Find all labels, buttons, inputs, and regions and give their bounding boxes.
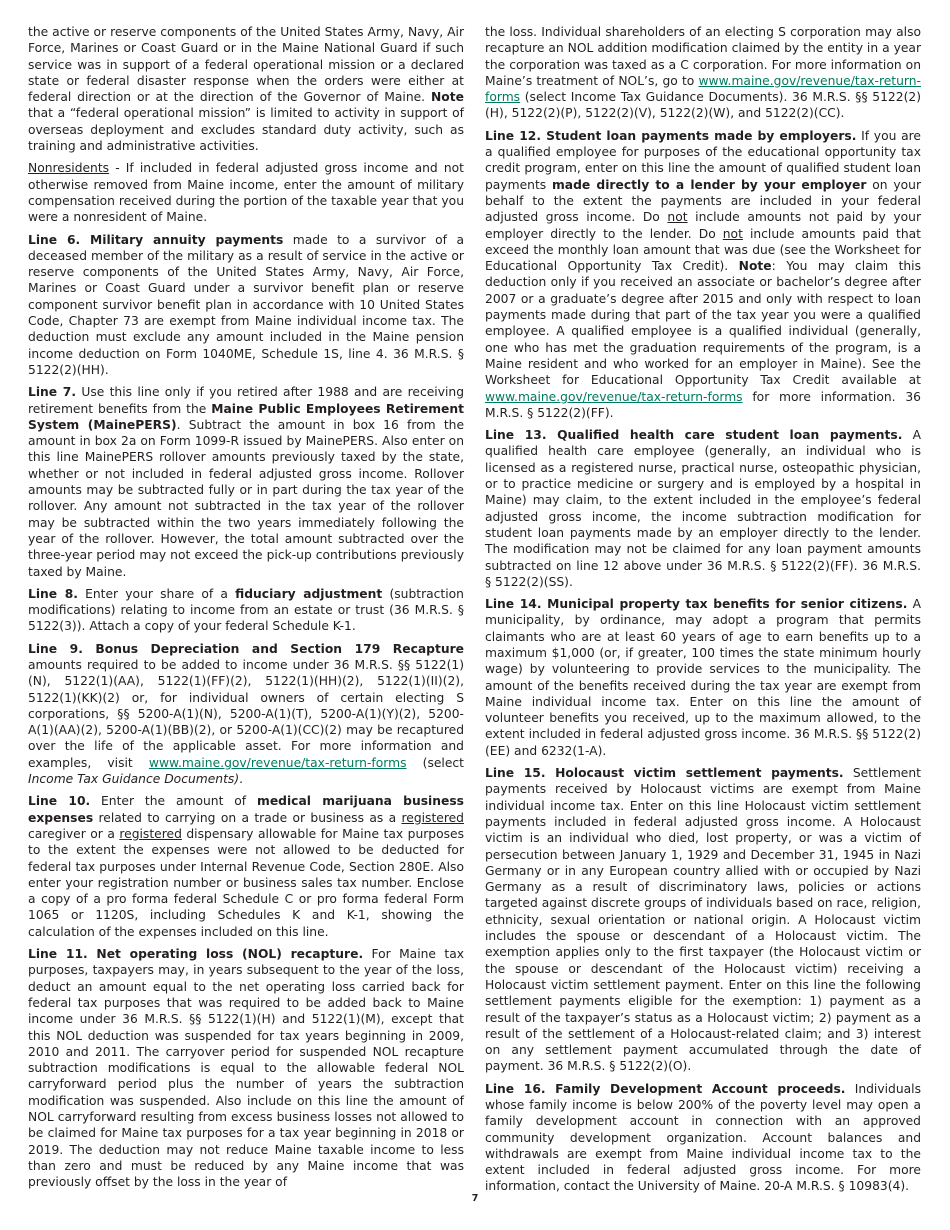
military-pay-continued-paragraph [28,24,464,154]
line-10-registered-1: registered [401,810,464,825]
military-pay-text: the active or reserve components of the United States Army, Navy, Air Force, Marines or Coast Guard or in the Maine National Guard if such service was in support of a federal operational mission or a declared state or federal disaster response when the orders were either at federal direction or at the direction of the Governor of Maine. [28,25,464,105]
line-14-paragraph [485,596,921,759]
line-6-paragraph [28,232,464,379]
line-12-note-label: Note [738,259,772,274]
line-12-not-2: not [722,226,743,241]
line-8-text-a: Enter your share of a [77,586,236,601]
line-8-fiduciary: fiduciary adjustment [235,586,383,601]
line-11-text: For Maine tax purposes, taxpayers may, in years subsequent to the year of the loss, deduct an amount equal to the net operating loss carried back for federal tax purposes that was required to be added back to Maine income under 36 M.R.S. §§ 5122(1)(H) and 5122(1)(M), except that this NOL deduction was suspended for tax years beginning in 2009, 2010 and 2011. The carryover period for suspended NOL recapture subtraction modifications is equal to the allowable federal NOL carryforward period plus the number of years the subtraction modification was suspended. Also include on this line the amount of NOL carryforward resulting from excess business losses not allowed to be claimed for Maine tax purposes for a tax year beginning in 2018 or 2019. The deduction may not reduce Maine taxable income to less than zero and must be reduced by any Maine income that was previously offset by the loss in the year of [28,947,465,1190]
line-12-text-c: include amounts not paid by your employer directly to the lender. Do [485,210,921,241]
line-12-link[interactable]: www.maine.gov/revenue/tax-return-forms [485,389,743,404]
line-6-text: made to a survivor of a deceased member of the military as a result of service in the active or reserve components of the United States Army, Navy, Air Force, Marines or Coast Guard under a survivor benefit plan or reserve component survivor benefit plan in accordance with 10 United States Code, Chapter 73 are exempt from Maine individual income tax. The deduction must exclude any amount included in the Maine pension income deduction on Form 1040ME, Schedule 1S, line 4. 36 M.R.S. § 5122(2)(HH). [28,232,464,377]
right-column [485,24,921,1201]
line-11-paragraph [28,946,464,1190]
line-10-paragraph [28,793,464,940]
line-6-heading: Line 6. Military annuity payments [28,232,284,247]
line-13-paragraph [485,427,921,590]
nonresidents-label: Nonresidents [28,161,110,176]
line-8-paragraph [28,586,464,635]
line-12-text-b: on your behalf to the extent the payments are included in your federal adjusted gross income. Do [485,177,921,225]
line-10-marijuana: medical marijuana business expenses [28,794,464,825]
nonresidents-text: - If included in federal adjusted gross income and not otherwise removed from Maine income, enter the amount of military compensation received during the portion of the taxable year that you were a nonresident of Maine. [28,161,464,225]
line-8-heading: Line 8. [28,586,78,601]
line-7-text-b: . Subtract the amount in box 16 from the amount in box 2a on Form 1099-R issued by MainePERS. Also enter on this line MainePERS rollover amounts previously taxed by the state, whether or not included in federal adjusted gross income. Rollover amounts may be subtracted fully or in part during the tax year of the rollover. Any amount not subtracted in the tax year of the rollover may be subtracted within the two years immediately following the year of the rollover. However, the total amount subtracted over the three-year period may not exceed the pick-up contributions previously taxed by Maine. [28,417,465,579]
line-12-text-f: for more information. 36 M.R.S. § 5122(2)(FF). [485,389,921,420]
line-13-heading: Line 13. Qualified health care student loan payments. [485,428,903,443]
line-7-paragraph [28,384,464,580]
line-9-after-link: (select [406,755,464,770]
line-11-continued-paragraph [485,24,921,122]
line-9-end: . [239,772,244,787]
line-16-text: Individuals whose family income is below 200% of the poverty level may open a family development account in connection with an approved community development organization. Account balances and withdrawals are exempt from Maine individual income tax to the extent included in federal adjusted gross income. For more information, contact the University of Maine. 20-A M.R.S. § 10983(4). [485,1081,921,1194]
line-14-text: A municipality, by ordinance, may adopt a program that permits claimants who are at least 60 years of age to earn benefits up to a maximum $1,000 (or, if greater, 100 times the state minimum hourly wage) by volunteering to provide services to the municipality. The amount of the benefits received during the tax year are exempt from Maine individual income tax. Enter on this line the amount of volunteer benefits you received, up to the maximum allowed, to the extent included in federal adjusted gross income. 36 M.R.S. §§ 5122(2)(EE) and 6232(1-A). [485,597,922,758]
line-12-text-a: If you are a qualified employee for purposes of the educational opportunity tax credit program, enter on this line the amount of qualified student loan payments [485,128,921,192]
line-15-text: Settlement payments received by Holocaust victims are exempt from Maine individual income tax. Enter on this line Holocaust victim settlement payments included in federal adjusted gross income. A Holocaust victim is an individual who died, lost property, or was a victim of persecution between January 1, 1929 and December 31, 1945 in Nazi Germany or in any European country allied with or occupied by Nazi Germany as a result of discriminatory laws, policies or actions targeted against discrete groups of individuals based on race, religion, ethnicity, sexual orientation or national origin. A Holocaust victim includes the spouse or descendant of a Holocaust victim. The exemption applies only to the first taxpayer (the Holocaust victim or the spouse or descendant of the Holocaust victim) receiving a Holocaust victim settlement payment. Enter on this line the following settlement payments eligible for the exemption: 1) payment as a result of the taxpayer’s status as a Holocaust victim; 2) payment as a result of the settlement of a Holocaust-related claim; and 3) interest on any settlement payment accumulated through the date of payment. 36 M.R.S. § 5122(2)(O). [485,766,921,1074]
line-9-italic: Income Tax Guidance Documents) [28,772,240,787]
line-10-registered-2: registered [119,826,182,841]
line-11-cont-after-link: (select Income Tax Guidance Documents). 36 M.R.S. §§ 5122(2)(H), 5122(2)(P), 5122(2)(V), 5122(2)(W), and 5122(2)(CC). [485,90,921,121]
line-16-paragraph [485,1081,921,1195]
line-9-paragraph [28,641,464,788]
line-13-text: A qualified health care employee (generally, an individual who is licensed as a registered nurse, practical nurse, osteopathic physician, or to practice medicine or surgery and is employed by a hospital in Maine) may claim, to the extent included in the employee’s federal adjusted gross income, the income subtraction modification for student loan payments made by an employer directly to the lender. The modification may not be claimed for any loan payment amounts subtracted on line 12 above under 36 M.R.S. § 5122(2)(FF). 36 M.R.S. § 5122(2)(SS). [485,428,921,589]
line-14-heading: Line 14. Municipal property tax benefits for senior citizens. [485,597,908,612]
line-15-paragraph [485,765,921,1075]
line-15-heading: Line 15. Holocaust victim settlement payments. [485,766,844,781]
note-label: Note [431,90,464,105]
line-12-not-1: not [667,210,688,225]
line-11-cont-text: the loss. Individual shareholders of an electing S corporation may also recapture an NOL addition modification claimed by the entity in a year the corporation was taxed as a C corporation. For more information on Maine’s treatment of NOL’s, go to [485,25,921,88]
line-12-paragraph [485,128,921,421]
line-12-heading: Line 12. Student loan payments made by employers. [485,128,857,143]
line-10-text-b: related to carrying on a trade or business as a [93,810,402,825]
line-7-heading: Line 7. [28,385,77,400]
line-9-link[interactable]: www.maine.gov/revenue/tax-return-forms [148,755,407,770]
line-10-text-c: caregiver or a [28,826,120,841]
line-12-bold: made directly to a lender by your employer [551,177,867,192]
line-11-link[interactable]: www.maine.gov/revenue/tax-return-forms [485,73,921,105]
nonresidents-paragraph [28,160,464,225]
line-10-text-d: dispensary allowable for Maine tax purposes to the extent the expenses were not allowed to be deducted for federal tax purposes under Internal Revenue Code, Section 280E. Also enter your registration number or business sales tax number. Enclose a copy of a pro forma federal Schedule C or pro forma federal Form 1065 or 1120S, including Schedules K and K-1, showing the calculation of the expenses included on this line. [28,826,464,939]
line-12-text-d: include amounts paid that exceed the monthly loan amount that was due (see the Worksheet for Educational Opportunity Tax Credit). [485,226,921,274]
left-column [28,24,464,1196]
line-8-text-b: (subtraction modifications) relating to income from an estate or trust (36 M.R.S. § 5122(3)). Attach a copy of your federal Schedule K-1. [28,586,464,634]
note-text: that a “federal operational mission” is limited to activity in support of overseas deployment and excludes standard duty activity, such as training and administrative activities. [28,106,464,154]
line-10-heading: Line 10. [28,794,91,809]
page-number: 7 [471,1193,479,1204]
line-9-text: amounts required to be added to income under 36 M.R.S. §§ 5122(1)(N), 5122(1)(AA), 5122(1)(FF)(2), 5122(1)(HH)(2), 5122(1)(II)(2), 5122(1)(KK)(2) or, for individual owners of certain electing S corporations, §§ 5200-A(1)(N), 5200-A(1)(T), 5200-A(1)(Y)(2), 5200-A(1)(AA)(2), 5200-A(1)(BB)(2), or 5200-A(1)(CC)(2) may be recaptured over the life of the applicable asset. For more information and examples, visit [28,657,464,770]
line-12-text-e: : You may claim this deduction only if you received an associate or bachelor’s degree after 2007 or a graduate’s degree after 2015 and only with respect to loan payments made during that part of the tax year you were a qualified employee. A qualified employee is a qualified individual (generally, one who has met the graduation requirements of the program, is a Maine resident and who worked for an employer in Maine). See the Worksheet for Educational Opportunity Tax Credit available at [485,259,922,388]
line-7-mainepers: Maine Public Employees Retirement System (MainePERS) [28,401,464,432]
line-10-text-a: Enter the amount of [90,794,257,809]
line-16-heading: Line 16. Family Development Account proceeds. [485,1081,846,1096]
line-11-heading: Line 11. Net operating loss (NOL) recapture. [28,947,364,962]
line-9-heading: Line 9. Bonus Depreciation and Section 179 Recapture [28,641,464,656]
line-7-text-a: Use this line only if you retired after 1988 and are receiving retirement benefits from the [28,385,465,416]
